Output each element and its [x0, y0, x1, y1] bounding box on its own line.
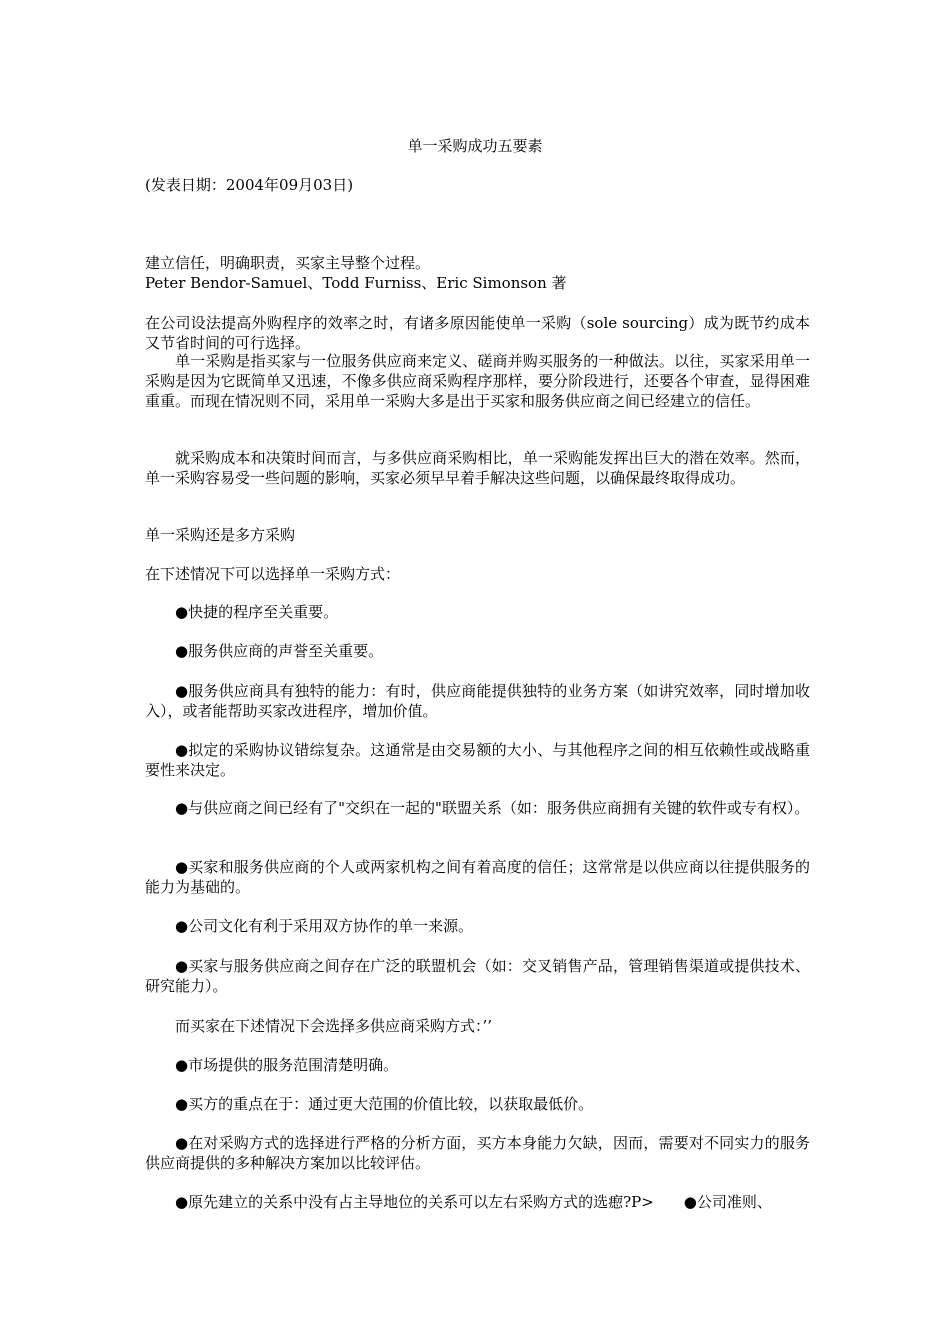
list-item: ●公司文化有利于采用双方协作的单一来源。 [175, 917, 474, 935]
subtitle: 建立信任，明确职责，买家主导整个过程。 [145, 254, 431, 272]
list-item: ●在对采购方式的选择进行严格的分析方面，买方本身能力欠缺，因而，需要对不同实力的服务供应商提供的多种解决方案加以比较评估。 [145, 1134, 810, 1172]
intro-paragraph-2: 单一采购是指买家与一位服务供应商来定义、磋商并购买服务的一种做法。以往，买家采用单一采购是因为它既简单又迅速，不像多供应商采购程序那样，要分阶段进行，还要各个审查，显得困难重重。而现在情况则不同，采用单一采购大多是出于买家和服务供应商之间已经建立的信任。 [145, 352, 810, 410]
list-item: ●服务供应商具有独特的能力：有时，供应商能提供独特的业务方案（如讲究效率，同时增加收入），或者能帮助买家改进程序，增加价值。 [145, 682, 810, 720]
list-item: ●与供应商之间已经有了"交织在一起的"联盟关系（如：服务供应商拥有关键的软件或专有权）。 [175, 799, 810, 817]
list-item: ●服务供应商的声誉至关重要。 [175, 642, 384, 660]
list-item: ●原先建立的关系中没有占主导地位的关系可以左右采购方式的选瘛?P> ●公司准则、 [175, 1193, 772, 1211]
multi-source-lead: 而买家在下述情况下会选择多供应商采购方式：’’ [175, 1017, 493, 1035]
list-item: ●快捷的程序至关重要。 [175, 603, 339, 621]
intro-paragraph-1: 在公司设法提高外购程序的效率之时，有诸多原因能使单一采购（sole sourcing）成为既节约成本又节省时间的可行选择。 [145, 314, 810, 352]
intro-paragraph-3: 就采购成本和决策时间而言，与多供应商采购相比，单一采购能发挥出巨大的潜在效率。然而，单一采购容易受一些问题的影响，买家必须早早着手解决这些问题，以确保最终取得成功。 [145, 449, 810, 487]
document-title: 单一采购成功五要素 [407, 137, 543, 155]
authors: Peter Bendor-Samuel、Todd Furniss、Eric Simonson 著 [145, 274, 567, 292]
list-item: ●拟定的采购协议错综复杂。这通常是由交易额的大小、与其他程序之间的相互依赖性或战略重要性来决定。 [145, 741, 810, 779]
single-source-lead: 在下述情况下可以选择单一采购方式： [145, 565, 401, 583]
list-item: ●买方的重点在于：通过更大范围的价值比较，以获取最低价。 [175, 1095, 594, 1113]
list-item: ●买家与服务供应商之间存在广泛的联盟机会（如：交叉销售产品，管理销售渠道或提供技术、研究能力）。 [145, 957, 810, 995]
list-item: ●买家和服务供应商的个人或两家机构之间有着高度的信任；这常常是以供应商以往提供服务的能力为基础的。 [145, 858, 810, 896]
section-heading: 单一采购还是多方采购 [145, 526, 296, 544]
list-item: ●市场提供的服务范围清楚明确。 [175, 1056, 399, 1074]
publish-date: (发表日期：2004年09月03日) [145, 176, 354, 194]
